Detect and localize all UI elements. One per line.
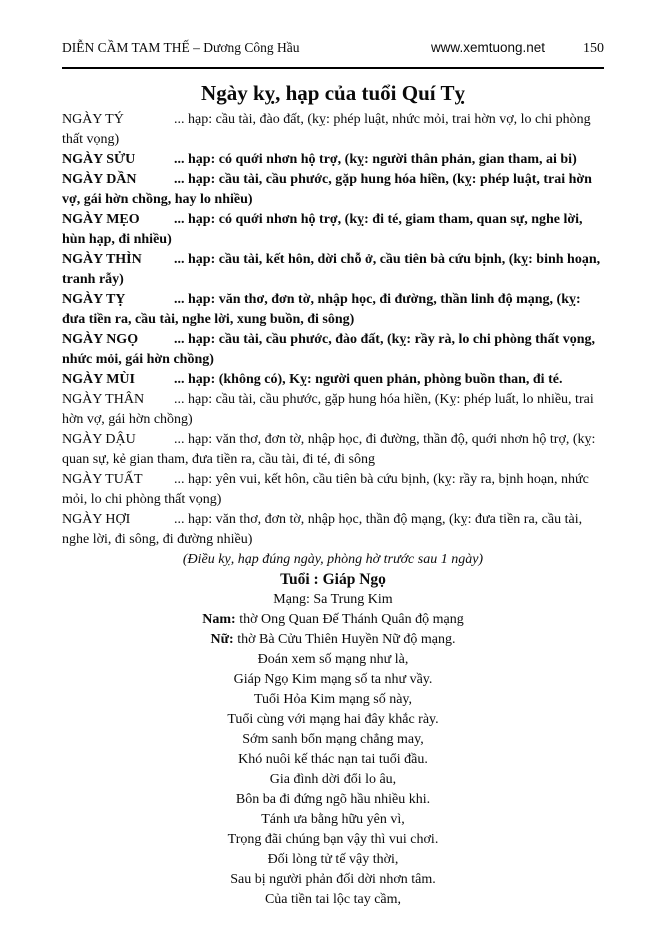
mang-line: Mạng: Sa Trung Kim	[273, 592, 393, 607]
day-label: NGÀY DẬU	[62, 432, 136, 447]
poem-line: Của tiền tai lộc tay cầm,	[264, 892, 402, 907]
day-entry	[62, 390, 604, 430]
poem-line: Đối lòng tử tế vậy thời,	[267, 852, 399, 867]
poem-line: Tánh ưa bằng hữu yên vì,	[261, 812, 405, 827]
page-title: Ngày kỵ, hạp của tuổi Quí Tỵ	[201, 81, 465, 105]
day-desc: ... hạp: yên vui, kết hôn, cầu tiên bà cứu bịnh, (kỵ: rầy ra, bịnh hoạn, nhức mỏi, lo chi phòng thất vọng)	[62, 472, 589, 507]
day-entry	[62, 370, 604, 390]
poem	[62, 650, 604, 910]
day-entry	[62, 510, 604, 550]
day-entry	[62, 470, 604, 510]
day-desc: ... hạp: văn thơ, đơn tờ, nhập học, thần độ mạng, (kỵ: đưa tiền ra, cầu tài, nghe lời, đi sông, đi đường nhiều)	[62, 512, 583, 547]
poem-line: Khó nuôi kế thác nạn tai tuổi đầu.	[238, 752, 428, 767]
day-desc: ... hạp: có quới nhơn hộ trợ, (kỵ: người thân phản, gian tham, ai bi)	[174, 152, 577, 167]
day-label: NGÀY MẸO	[62, 212, 140, 227]
day-entry	[62, 170, 604, 210]
day-entry	[62, 210, 604, 250]
day-entry	[62, 290, 604, 330]
poem-line: Gia đình dời đổi lo âu,	[269, 772, 397, 787]
day-desc: ... hạp: cầu tài, cầu phước, gặp hung hóa hiền, (kỵ: phép luật, trai hờn vợ, gái hờn chồng, hay lo nhiều)	[62, 172, 592, 207]
poem-line: Đoán xem số mạng như là,	[257, 652, 409, 667]
day-label: NGÀY THÌN	[62, 252, 142, 267]
poem-line: Tuổi cùng với mạng hai đây khắc rày.	[227, 712, 439, 727]
day-desc: ... hạp: cầu tài, đào đất, (kỵ: phép luật, nhức mỏi, trai hờn vợ, lo chi phòng thất vọng)	[62, 112, 591, 147]
header-right	[431, 38, 604, 59]
day-entry	[62, 150, 604, 170]
site-url: www.xemtuong.net	[430, 40, 545, 55]
day-entry	[62, 110, 604, 150]
day-desc: ... hạp: cầu tài, cầu phước, gặp hung hóa hiền, (Kỵ: phép luất, lo nhiều, trai hờn vợ, gái hờn chồng)	[62, 392, 594, 427]
day-desc: ... hạp: cầu tài, kết hôn, dời chỗ ở, cầu tiên bà cứu bịnh, (kỵ: binh hoạn, tranh rẫy)	[62, 252, 601, 287]
poem-line: Sau bị người phản đối dời nhơn tâm.	[230, 872, 436, 887]
page-number: 150	[583, 41, 604, 56]
poem-line: Bôn ba đi đứng ngõ hầu nhiều khi.	[235, 792, 431, 807]
day-label: NGÀY TỴ	[62, 292, 126, 307]
day-desc: ... hạp: (không có), Kỵ: người quen phản, phòng buồn than, đi té.	[174, 372, 563, 387]
day-entry	[62, 430, 604, 470]
nam-label: Nam:	[202, 612, 236, 627]
day-label: NGÀY NGỌ	[62, 332, 139, 347]
rule-note: (Điều kỵ, hạp đúng ngày, phòng hờ trước sau 1 ngày)	[182, 552, 484, 567]
day-entry	[62, 250, 604, 290]
day-desc: ... hạp: cầu tài, cầu phước, đào đất, (kỵ: rầy rà, lo chi phòng thất vọng, nhức mỏi, gái hờn chồng)	[62, 332, 596, 367]
book-title: DIỄN CẦM TAM THẾ – Dương Công Hầu	[62, 40, 300, 55]
day-desc: ... hạp: văn thơ, đơn tờ, nhập học, đi đường, thần độ, quới nhơn hộ trợ, (kỵ: quan sự, kẻ gian tham, đưa tiền ra, cầu tài, đi té, đi sông	[62, 432, 596, 467]
day-label: NGÀY MÙI	[62, 372, 135, 387]
day-label: NGÀY SỬU	[62, 152, 136, 167]
day-desc: ... hạp: văn thơ, đơn tờ, nhập học, đi đường, thần linh độ mạng, (kỵ: đưa tiền ra, cầu tài, nghe lời, xung buồn, đi sông)	[62, 292, 581, 327]
day-entry	[62, 330, 604, 370]
day-label: NGÀY TUẤT	[62, 472, 143, 487]
poem-line: Tuổi Hỏa Kim mạng số này,	[253, 692, 413, 707]
day-label: NGÀY TÝ	[62, 112, 124, 127]
poem-line: Sớm sanh bổn mạng chẳng may,	[242, 732, 424, 747]
day-list	[62, 110, 604, 550]
tuoi-heading: Tuổi : Giáp Ngọ	[280, 571, 386, 588]
nu-line	[62, 630, 604, 650]
nam-line	[62, 610, 604, 630]
poem-line: Trọng đãi chúng bạn vậy thì vui chơi.	[227, 832, 439, 847]
nu-text: thờ Bà Cửu Thiên Huyền Nữ độ mạng.	[233, 632, 456, 647]
day-label: NGÀY DẦN	[62, 172, 137, 187]
day-desc: ... hạp: có quới nhơn hộ trợ, (kỵ: đi té, giam tham, quan sự, nghe lời, hùn hạp, đi nhiều)	[62, 212, 583, 247]
poem-line: Giáp Ngọ Kim mạng số ta như vầy.	[233, 672, 433, 687]
day-label: NGÀY THÂN	[62, 392, 145, 407]
page-header	[62, 38, 604, 69]
nam-text: thờ Ong Quan Đế Thánh Quân độ mạng	[235, 612, 464, 627]
day-label: NGÀY HỢI	[62, 512, 131, 527]
nu-label: Nữ:	[210, 632, 234, 647]
